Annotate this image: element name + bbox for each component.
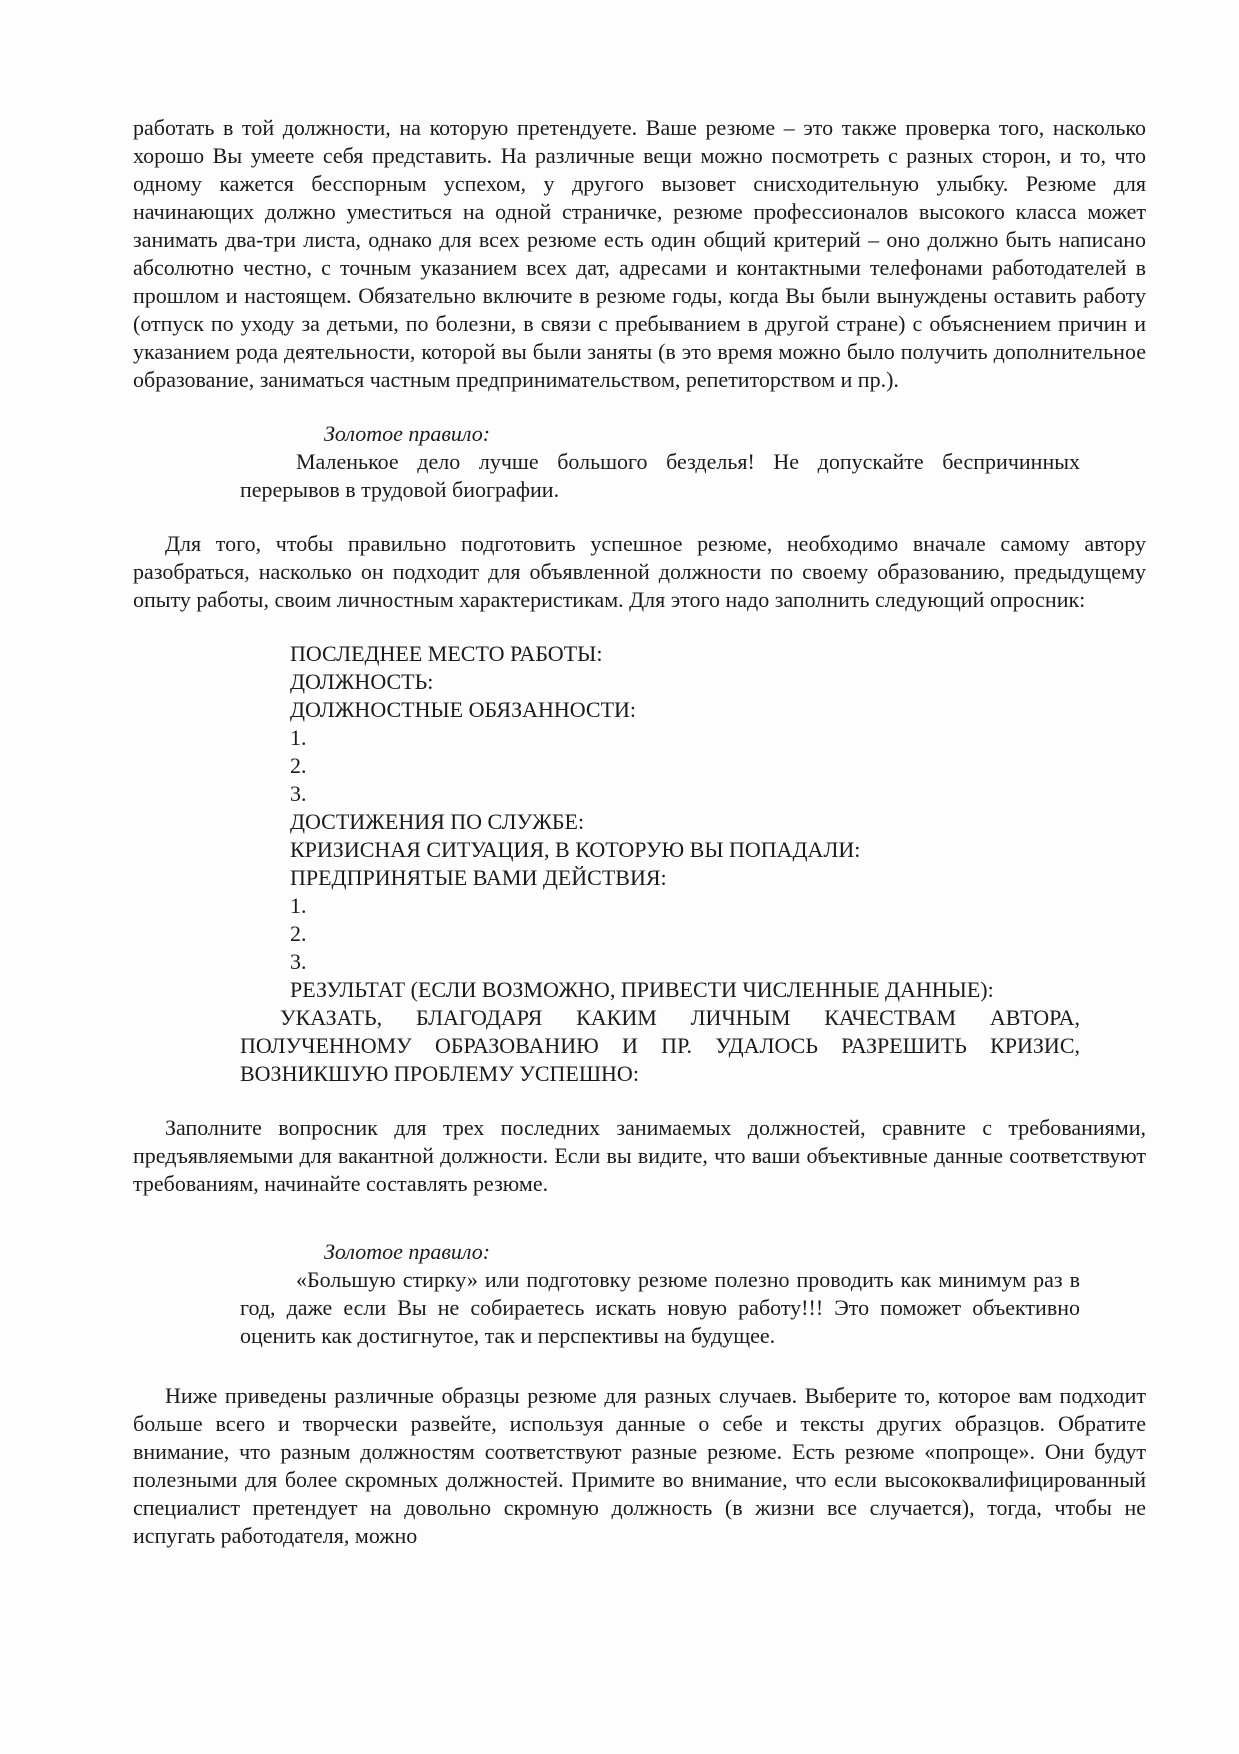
questionnaire-line: ПРЕДПРИНЯТЫЕ ВАМИ ДЕЙСТВИЯ: [290, 865, 667, 890]
golden-rule-1-heading: Золотое правило: [324, 421, 491, 446]
questionnaire-line: ПОСЛЕДНЕЕ МЕСТО РАБОТЫ: [290, 641, 603, 666]
questionnaire-list [290, 640, 1146, 1004]
paragraph-resume-samples: Ниже приведены различные образцы резюме для разных случаев. Выберите то, которое вам подходит больше всего и творчески развейте, используя данные о себе и тексты других образцов. Обратите внимание, что разным должностям соответствуют разные резюме. Есть резюме «попроще». Они будут полезными для более скромных должностей. Примите во внимание, что если высококвалифицированный специалист претендует на довольно скромную должность (в жизни все случается), тогда, чтобы не испугать работодателя, можно [133, 1383, 1146, 1548]
questionnaire-line: ДОЛЖНОСТЬ: [290, 669, 434, 694]
questionnaire-line: РЕЗУЛЬТАТ (ЕСЛИ ВОЗМОЖНО, ПРИВЕСТИ ЧИСЛЕННЫЕ ДАННЫЕ): [290, 977, 994, 1002]
questionnaire-line: 2. [290, 921, 307, 946]
questionnaire-final-clause: УКАЗАТЬ, БЛАГОДАРЯ КАКИМ ЛИЧНЫМ КАЧЕСТВАМ АВТОРА, ПОЛУЧЕННОМУ ОБРАЗОВАНИЮ И ПР. УДАЛОСЬ РАЗРЕШИТЬ КРИЗИС, ВОЗНИКШУЮ ПРОБЛЕМУ УСПЕШНО: [240, 1005, 1080, 1086]
questionnaire-line: ДОСТИЖЕНИЯ ПО СЛУЖБЕ: [290, 809, 585, 834]
golden-rule-2-heading: Золотое правило: [324, 1239, 491, 1264]
questionnaire-line: 2. [290, 753, 307, 778]
questionnaire-line: 3. [290, 781, 307, 806]
questionnaire-line: КРИЗИСНАЯ СИТУАЦИЯ, В КОТОРУЮ ВЫ ПОПАДАЛИ: [290, 837, 861, 862]
paragraph-fill-questionnaire: Заполните вопросник для трех последних занимаемых должностей, сравните с требованиями, предъявляемыми для вакантной должности. Если вы видите, что ваши объективные данные соответствуют требованиям, начинайте составлять резюме. [133, 1115, 1146, 1196]
questionnaire-line: ДОЛЖНОСТНЫЕ ОБЯЗАННОСТИ: [290, 697, 637, 722]
golden-rule-2-body: «Большую стирку» или подготовку резюме полезно проводить как минимум раз в год, даже если Вы не собираетесь искать новую работу!!! Это поможет объективно оценить как достигнутое, так и перспективы на будущее. [240, 1267, 1080, 1348]
questionnaire-line: 1. [290, 725, 307, 750]
paragraph-prepare-resume: Для того, чтобы правильно подготовить успешное резюме, необходимо вначале самому автору разобраться, насколько он подходит для объявленной должности по своему образованию, предыдущему опыту работы, своим личностным характеристикам. Для этого надо заполнить следующий опросник: [133, 531, 1146, 612]
questionnaire-line: 3. [290, 949, 307, 974]
golden-rule-block-2 [240, 1238, 1080, 1350]
golden-rule-1-body: Маленькое дело лучше большого безделья! Не допускайте беспричинных перерывов в трудовой биографии. [240, 449, 1080, 502]
questionnaire-line: 1. [290, 893, 307, 918]
paragraph-resume-requirements: работать в той должности, на которую претендуете. Ваше резюме – это также проверка того, насколько хорошо Вы умеете себя представить. На различные вещи можно посмотреть с разных сторон, и то, что одному кажется бесспорным успехом, у другого вызовет снисходительную улыбку. Резюме для начинающих должно уместиться на одной страничке, резюме профессионалов высокого класса может занимать два-три листа, однако для всех резюме есть один общий критерий – оно должно быть написано абсолютно честно, с точным указанием всех дат, адресами и контактными телефонами работодателей в прошлом и настоящем. Обязательно включите в резюме годы, когда Вы были вынуждены оставить работу (отпуск по уходу за детьми, по болезни, в связи с пребыванием в другой стране) с объяснением причин и указанием рода деятельности, которой вы были заняты (в это время можно было получить дополнительное образование, заниматься частным предпринимательством, репетиторством и пр.). [133, 115, 1146, 392]
golden-rule-block-1 [240, 420, 1080, 504]
